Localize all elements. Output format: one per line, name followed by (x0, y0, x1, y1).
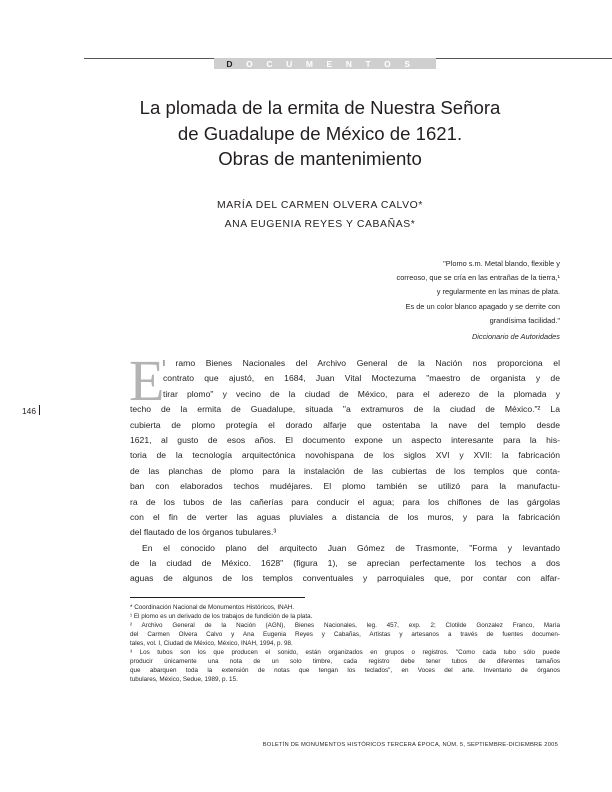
body-line: con el fin de verter las aguas pluviales a distancia de los muros, y para la fabricación (130, 511, 560, 522)
footnote-line: tales, vol. I, Ciudad de México, México, INAH, 1994, p. 98. (130, 640, 293, 647)
body-line: del flautado de los órganos tubulares.³ (130, 527, 277, 538)
footnote-line: ³ Los tubos son los que producen el sonido, están organizados en grupos o registros. "Como cada tubo sólo puede (130, 649, 560, 656)
drop-cap: E (129, 348, 165, 413)
epigraph (250, 257, 560, 344)
epigraph-line: grandísima facilidad." (489, 315, 560, 325)
body-line: toria de la tecnología arquitectónica novohispana de los siglos XVI y XVII: la fabricación (130, 450, 560, 461)
epigraph-line: correoso, que se cría en las entrañas de la tierra,¹ (396, 273, 560, 283)
section-label (214, 59, 436, 70)
author-1: MARÍA DEL CARMEN OLVERA CALVO* (216, 200, 424, 211)
title-line-2: de Guadalupe de México de 1621. (177, 122, 463, 144)
footnote-rule (130, 597, 305, 598)
footnote-line: producir únicamente una nota de un solo timbre, cada registro debe tener tubos de diferentes tamaños (130, 658, 560, 665)
epigraph-source: Diccionario de Autoridades (471, 332, 560, 342)
body-text (130, 356, 560, 587)
section-label-rest: OCUMENTOS (246, 59, 424, 69)
body-line: ban con elaborados techos mudéjares. El plomo también se utilizó para la manufactu- (130, 481, 560, 492)
body-line: techo de la ermita de Guadalupe, situada "a extramuros de la ciudad de México."² La (130, 404, 560, 415)
page-number (22, 405, 40, 416)
epigraph-line: Es de un color blanco apagado y se derrite con (405, 301, 560, 311)
footnotes (130, 603, 560, 684)
body-line: contrato que ajustó, en 1684, Juan Vital Moctezuma "maestro de organista y de (163, 373, 560, 384)
footnote-line: que abarquen toda la extensión de notas que tengan los teclados", en Voces del arte. Inventario de órganos (130, 667, 560, 674)
body-line: de la ciudad de México. 1628" (figura 1), se aprecian perfectamente los techos a dos (130, 558, 560, 569)
authors (110, 197, 530, 234)
title-line-3: Obras de mantenimiento (218, 148, 422, 169)
body-line: de las planchas de plomo para la instalación de las cubiertas de los templos que conta- (130, 465, 560, 476)
body-line: En el conocido plano del arquitecto Juan Gómez de Trasmonte, "Forma y levantado (142, 542, 560, 553)
page-number-text: 146 (22, 406, 36, 416)
body-line: aguas de algunos de los templos conventuales y parroquiales que, por contar con alfar- (130, 573, 560, 584)
body-line: ra de los tubos de las cañerías para conducir el agua; para los chiflones de las gárgolas (130, 496, 560, 507)
footnote-line: ¹ El plomo es un derivado de los trabajos de fundición de la plata. (130, 613, 313, 620)
title-line-1: La plomada de la ermita de Nuestra Señora (139, 97, 501, 118)
body-line: l ramo Bienes Nacionales del Archivo General de la Nación nos proporciona el (163, 358, 560, 368)
body-line: tirar plomo" y vecino de la ciudad de México, para el aderezo de la plomada y (163, 388, 560, 399)
footnote-line: * Coordinación Nacional de Monumentos Históricos, INAH. (130, 604, 295, 611)
page-number-bar (39, 405, 40, 415)
footnote-line: tubulares, México, Sedue, 1989, p. 15. (130, 676, 238, 683)
footnote-line: ² Archivo General de la Nación (AGN), Bienes Nacionales, leg. 457, exp. 2; Clotilde Gonzalez Franco, María (130, 622, 560, 629)
author-2: ANA EUGENIA REYES Y CABAÑAS* (224, 218, 416, 230)
journal-footer: BOLETÍN DE MONUMENTOS HISTÓRICOS TERCERA ÉPOCA, NÚM. 5, SEPTIEMBRE-DICIEMBRE 2005 (262, 742, 558, 748)
epigraph-line: y regularmente en las minas de plata. (436, 287, 560, 297)
article-title (110, 95, 530, 172)
body-line: 1621, al gusto de esos años. El documento expone un aspecto interesante para la his- (130, 434, 560, 445)
epigraph-line: "Plomo s.m. Metal blando, flexible y (443, 259, 560, 268)
section-label-initial: D (226, 59, 247, 69)
footnote-line: del Carmen Olvera Calvo y Ana Eugenia Reyes y Cabañas, Artistas y artesanos a través de fuentes documen- (130, 631, 560, 638)
body-line: cubierta de plomo protegía el dorado alfarje que ostentaba la nave del templo desde (130, 419, 560, 430)
